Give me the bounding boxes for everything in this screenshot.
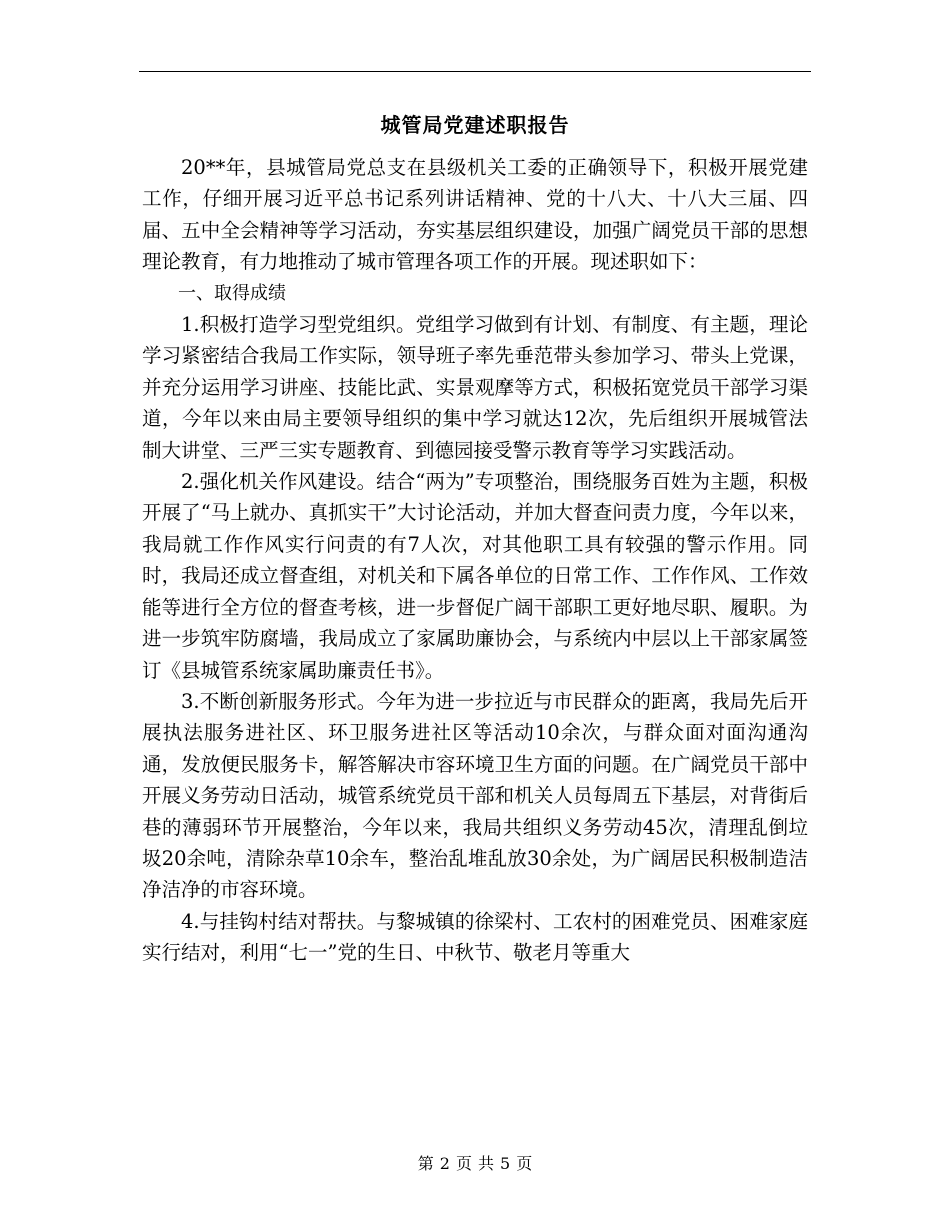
footer-page-mid: 页 — [455, 1154, 472, 1173]
list-item: 3.不断创新服务形式。今年为进一步拉近与市民群众的距离，我局先后开展执法服务进社区、环卫服务进社区等活动10余次，与群众面对面沟通沟通，发放便民服务卡，解答解决市容环境卫生方面的问题。在广阔党员干部中开展义务劳动日活动，城管系统党员干部和机关人员每周五下基层，对背街后巷的薄弱环节开展整治，今年以来，我局共组织义务劳动45次，清理乱倒垃圾20余吨，清除杂草10余车，整治乱堆乱放30余处，为广阔居民积极制造洁净洁净的市容环境。 — [142, 689, 808, 902]
document-body — [142, 152, 808, 969]
header-rule — [139, 71, 811, 72]
footer-total-prefix: 共 — [478, 1154, 495, 1173]
footer-total-suffix: 页 — [516, 1154, 533, 1173]
list-item: 1.积极打造学习型党组织。党组学习做到有计划、有制度、有主题，理论学习紧密结合我局工作实际，领导班子率先垂范带头参加学习、带头上党课，并充分运用学习讲座、技能比武、实景观摩等方式，积极拓宽党员干部学习渠道，今年以来由局主要领导组织的集中学习就达12次，先后组织开展城管法制大讲堂、三严三实专题教育、到德园接受警示教育等学习实践活动。 — [142, 313, 808, 462]
footer-page-number: 2 — [439, 1154, 450, 1173]
document-title: 城管局党建述职报告 — [380, 113, 570, 137]
section-heading: 一、取得成绩 — [178, 282, 286, 304]
page-footer — [0, 1152, 950, 1176]
list-item: 2.强化机关作风建设。结合“两为”专项整治，围绕服务百姓为主题，积极开展了“马上就办、真抓实干”大讨论活动，并加大督查问责力度，今年以来，我局就工作作风实行问责的有7人次，对其他职工具有较强的警示作用。同时，我局还成立督查组，对机关和下属各单位的日常工作、工作作风、工作效能等进行全方位的督查考核，进一步督促广阔干部职工更好地尽职、履职。为进一步筑牢防腐墙，我局成立了家属助廉协会，与系统内中层以上干部家属签订《县城管系统家属助廉责任书》。 — [142, 470, 808, 682]
intro-paragraph: 20**年，县城管局党总支在县级机关工委的正确领导下，积极开展党建工作，仔细开展习近平总书记系列讲话精神、党的十八大、十八大三届、四届、五中全会精神等学习活动，夯实基层组织建设，加强广阔党员干部的思想理论教育，有力地推动了城市管理各项工作的开展。现述职如下： — [142, 156, 808, 274]
footer-total-pages: 5 — [500, 1154, 511, 1173]
footer-page-prefix: 第 — [417, 1154, 434, 1173]
list-item: 4.与挂钩村结对帮扶。与黎城镇的徐梁村、工农村的困难党员、困难家庭实行结对，利用“七一”党的生日、中秋节、敬老月等重大 — [142, 909, 808, 965]
